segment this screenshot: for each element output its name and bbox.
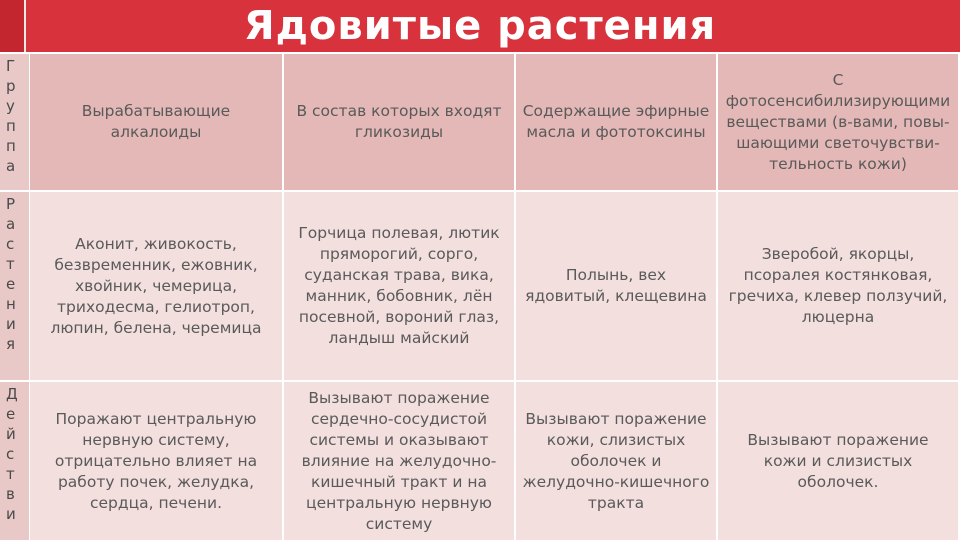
- table-cell: Поражают центральную нервную систему, отрицательно влияет на работу почек, желудка, сердца, печени.: [30, 382, 282, 540]
- plants-table: [0, 54, 960, 540]
- row-header-group-label: Г р у п п а: [6, 57, 16, 175]
- table-cell: Горчица полевая, лютик пряморогий, сорго, суданская трава, вика, манник, бобовник, лён посевной, вороний глаз, ландыш майский: [284, 192, 514, 380]
- table-cell: Вырабатывающие алкалоиды: [30, 54, 282, 190]
- table-cell: Вызывают поражение сердечно-сосудистой системы и оказывают влияние на желудочно-кишечный тракт и на центральную нервную систему: [284, 382, 514, 540]
- table-cell: Полынь, вех ядовитый, клещевина: [516, 192, 716, 380]
- table-cell: Содержащие эфирные масла и фототоксины: [516, 54, 716, 190]
- table-cell: С фотосенсибилизирующими веществами (в-вами, повы-шающими светочувстви-тельность кожи): [718, 54, 958, 190]
- table-cell: Вызывают поражение кожи и слизистых оболочек.: [718, 382, 958, 540]
- row-header-action: [0, 382, 30, 540]
- page-title: Ядовитые растения: [243, 3, 717, 49]
- table-cell: Вызывают поражение кожи, слизистых оболочек и желудочно-кишечного тракта: [516, 382, 716, 540]
- table-cell: Зверобой, якорцы, псоралея костянковая, гречиха, клевер ползучий, люцерна: [718, 192, 958, 380]
- row-header-plants-label: Р а с т е н и я: [6, 195, 16, 353]
- table-cell: В состав которых входят гликозиды: [284, 54, 514, 190]
- table-cell: Аконит, живокость, безвременник, ежовник, хвойник, чемерица, триходесма, гелиотроп, люпин, белена, черемица: [30, 192, 282, 380]
- row-header-group: [0, 54, 30, 190]
- row-header-plants: [0, 192, 30, 380]
- title-bar: [0, 0, 960, 52]
- row-header-action-label: Д е й с т в и: [6, 385, 18, 523]
